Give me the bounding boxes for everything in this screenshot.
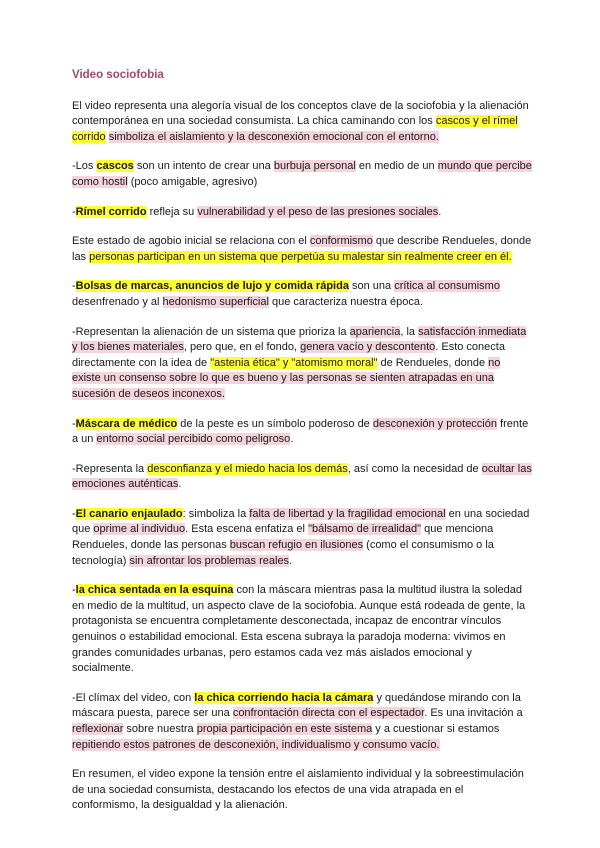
- text-segment: -: [72, 417, 76, 430]
- text-segment: .: [438, 205, 442, 218]
- highlight-pink: burbuja personal: [273, 160, 356, 173]
- text-segment: .: [289, 554, 293, 567]
- text-segment: (como el consumismo o la tecnología): [72, 539, 494, 567]
- text-segment: -: [72, 584, 76, 597]
- highlight-pink: propia participación en este sistema: [196, 723, 373, 735]
- paragraph: [72, 507, 532, 569]
- text-segment: que caracteriza nuestra época.: [268, 295, 423, 308]
- text-segment: Este estado de agobio inicial se relaciona con el: [72, 235, 310, 248]
- text-segment: El video representa una alegoría visual de los conceptos clave de la sociofobia y la alienación contemporánea en una sociedad consumista. La chica caminando con los: [72, 99, 529, 128]
- paragraph: [72, 325, 532, 403]
- paragraph: [72, 159, 532, 190]
- text-segment: -Representan la alienación de un sistema que prioriza la: [72, 325, 350, 338]
- highlight-pink: conformismo: [309, 235, 373, 248]
- text-segment: -El clímax del video, con: [72, 691, 195, 704]
- text-segment: . Esto conecta directamente con la idea de: [72, 341, 505, 369]
- highlight-pink: entorno social percibido como peligroso: [96, 433, 291, 446]
- text-segment: .: [178, 478, 182, 491]
- paragraph: [72, 205, 532, 221]
- highlight-pink: crítica al consumismo: [394, 280, 500, 293]
- highlight-pink: desconexión y protección: [372, 417, 497, 430]
- text-segment: en medio de un: [355, 160, 438, 173]
- highlight-pink: falta de libertad y la fragilidad emocional: [249, 507, 446, 520]
- highlight-pink: confrontación directa con el espectador: [232, 707, 425, 720]
- text-segment: que menciona Rendueles, donde las personas: [72, 523, 494, 552]
- document-body: [72, 99, 532, 814]
- text-segment: . Es una invitación a: [424, 707, 523, 720]
- text-segment: que describe Rendueles, donde las: [72, 235, 532, 263]
- text-segment: y quedándose mirando con la máscara puesta, parece ser una: [72, 691, 521, 720]
- text-segment: -: [72, 507, 76, 520]
- highlight-yellow: cascos: [96, 160, 134, 173]
- highlight-pink: buscan refugio en ilusiones: [229, 539, 364, 552]
- highlight-pink: "bálsamo de irrealidad": [308, 523, 422, 536]
- text-segment: (poco amigable, agresivo): [127, 175, 258, 188]
- highlight-yellow: Bolsas de marcas, anuncios de lujo y comida rápida: [75, 280, 349, 293]
- highlight-pink: simboliza el aislamiento y la desconexión emocional con el entorno.: [108, 130, 439, 143]
- text-segment: son un intento de crear una: [133, 160, 274, 173]
- text-segment: en una sociedad que: [72, 507, 530, 536]
- highlight-yellow: personas participan en un sistema que perpetúa su malestar sin realmente creer en él.: [89, 250, 512, 263]
- highlight-yellow: Máscara de médico: [75, 417, 178, 430]
- highlight-yellow: desconfianza y el miedo hacia los demás: [147, 462, 348, 475]
- text-segment: , pero que, en el fondo,: [183, 341, 301, 354]
- paragraph: [72, 767, 532, 814]
- text-segment: -Los: [72, 160, 97, 173]
- text-segment: . Esta escena enfatiza el: [185, 523, 309, 536]
- highlight-pink: apariencia: [349, 325, 401, 338]
- paragraph: [72, 583, 532, 677]
- text-segment: y a cuestionar si estamos: [372, 723, 500, 735]
- paragraph: [72, 279, 532, 310]
- highlight-pink: no existe un consenso sobre lo que es bueno y las personas se sienten atrapadas en una sucesión de deseos inconexos.: [72, 356, 501, 400]
- highlight-pink: satisfacción inmediata y los bienes materiales: [72, 325, 527, 354]
- highlight-yellow: la chica sentada en la esquina: [75, 584, 234, 597]
- highlight-pink: genera vacío y descontento: [300, 341, 436, 354]
- text-segment: sobre nuestra: [123, 723, 197, 735]
- paragraph: [72, 462, 532, 493]
- text-segment: , la: [400, 325, 419, 338]
- text-segment: refleja su: [146, 205, 198, 218]
- text-segment: -: [72, 280, 76, 293]
- paragraph: [72, 234, 532, 265]
- paragraph: [72, 417, 532, 448]
- text-segment: de Rendueles, donde: [377, 356, 489, 369]
- text-segment: -Representa la: [72, 462, 148, 475]
- text-segment: : simboliza la: [182, 507, 250, 520]
- highlight-yellow: El canario enjaulado: [75, 507, 183, 520]
- highlight-yellow: Rímel corrido: [75, 205, 147, 218]
- text-segment: , así como la necesidad de: [347, 462, 482, 475]
- highlight-pink: mundo que percibe como hostil: [72, 160, 532, 188]
- highlight-pink: sin afrontar los problemas reales: [129, 554, 290, 567]
- paragraph: [72, 99, 532, 146]
- paragraph: [72, 691, 532, 753]
- highlight-pink: vulnerabilidad y el peso de las presiones sociales: [197, 205, 439, 218]
- text-segment: En resumen, el video expone la tensión entre el aislamiento individual y la sobreestimulación de una sociedad consumista, destacando los efectos de una vida atrapada en el conformismo, la desigualdad y la alienación.: [72, 768, 524, 812]
- text-segment: con la máscara mientras pasa la multitud ilustra la soledad en medio de la multitud, un aspecto clave de la sociofobia. Aunque está rodeada de gente, la protagonista se encuentra completamente desconectada, incapaz de encontrar vínculos genuinos o estabilidad emocional. Esta escena subraya la paradoja moderna: vivimos en grandes comunidades urbanas, pero estamos cada vez más aislados emocional y socialmente.: [72, 584, 526, 675]
- highlight-pink: hedonismo superficial: [162, 295, 269, 308]
- highlight-pink: ocultar las emociones auténticas: [72, 462, 532, 491]
- document-page: [72, 68, 532, 828]
- highlight-yellow: la chica corriendo hacia la cámara: [194, 691, 374, 704]
- highlight-yellow: cascos y el rímel corrido: [72, 115, 518, 143]
- text-segment: de la peste es un símbolo poderoso de: [177, 417, 373, 430]
- text-segment: son una: [348, 280, 395, 293]
- text-segment: desenfrenado y al: [72, 295, 163, 308]
- text-segment: .: [290, 433, 294, 446]
- text-segment: frente a un: [72, 417, 529, 446]
- highlight-pink: repitiendo estos patrones de desconexión, individualismo y consumo vacío.: [72, 738, 440, 751]
- text-segment: -: [72, 205, 76, 218]
- document-title: Video sociofobia: [72, 69, 164, 81]
- highlight-pink: oprime al individuo: [93, 523, 186, 536]
- highlight-pink: reflexionar: [72, 723, 124, 735]
- highlight-yellow: "astenia ética" y "atomismo moral": [210, 356, 378, 369]
